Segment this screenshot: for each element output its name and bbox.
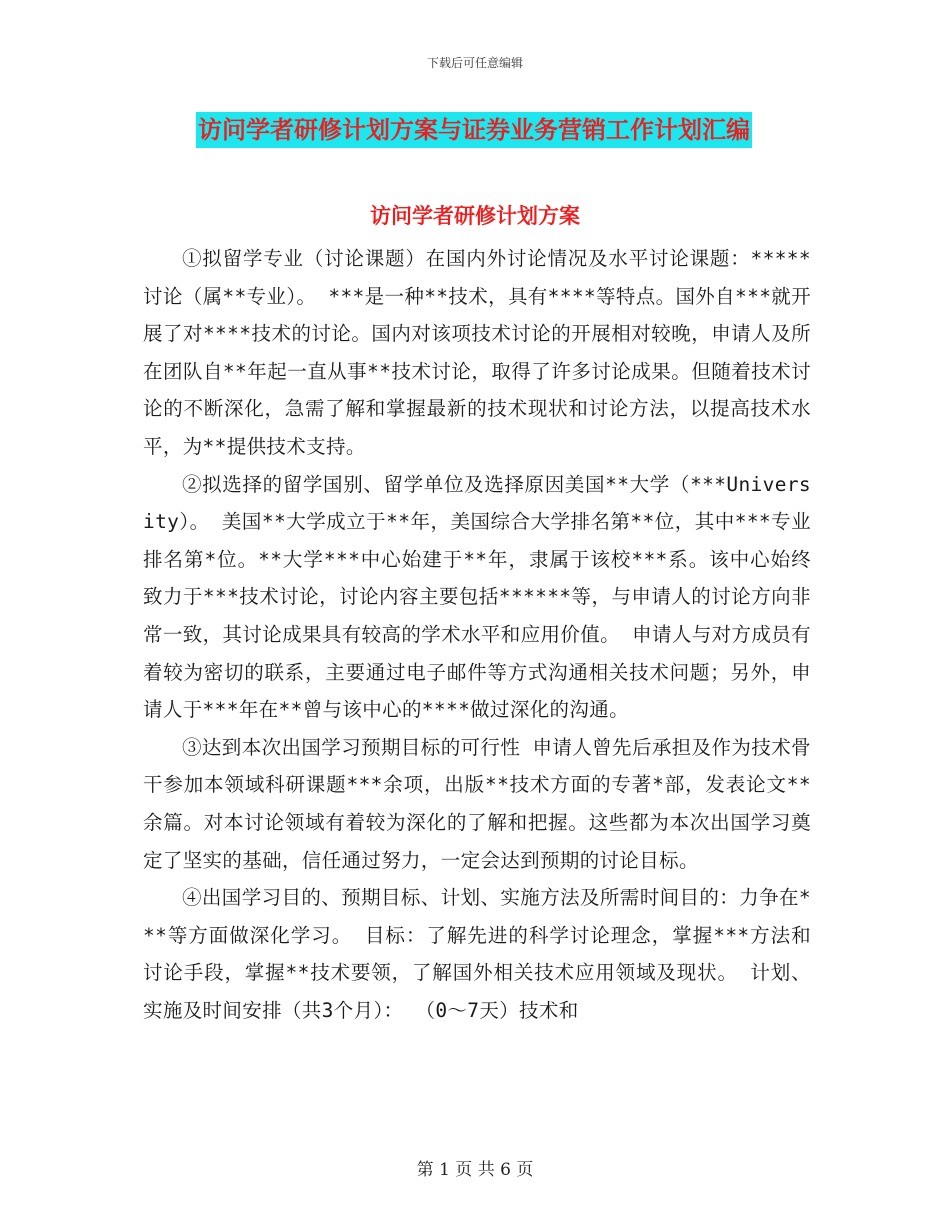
paragraph-3: ③达到本次出国学习预期目标的可行性 申请人曾先后承担及作为技术骨干参加本领域科研课题***余项，出版**技术方面的专著*部，发表论文**余篇。对本讨论领域有着较为深化的了解和把握。这些都为本次出国学习奠定了坚实的基础，信任通过努力，一定会达到预期的讨论目标。 [143, 735, 811, 872]
page-footer: 第 1 页 共 6 页 [416, 1160, 534, 1180]
paragraph-4: ④出国学习目的、预期目标、计划、实施方法及所需时间目的：力争在***等方面做深化学习。 目标：了解先进的科学讨论理念，掌握***方法和讨论手段，掌握**技术要领，了解国外相关技术应用领域及现状。 计划、实施及时间安排（共3个月）： （0～7天）技术和 [143, 886, 811, 1022]
body-text [143, 240, 811, 1029]
paragraph-1: ①拟留学专业（讨论课题）在国内外讨论情况及水平讨论课题：*****讨论（属**专业）。 ***是一种**技术，具有****等特点。国外自***就开展了对****技术的讨论。国内对该项技术讨论的开展相对较晚，申请人及所在团队自**年起一直从事**技术讨论，取得了许多讨论成果。但随着技术讨论的不断深化，急需了解和掌握最新的技术现状和讨论方法，以提高技术水平，为**提供技术支持。 [143, 247, 811, 458]
page-header-note: 下载后可任意编辑 [426, 56, 523, 70]
paragraph-2: ②拟选择的留学国别、留学单位及选择原因美国**大学（***University）。 美国**大学成立于**年，美国综合大学排名第**位，其中***专业排名第*位。**大学***中心始建于**年，隶属于该校***系。该中心始终致力于***技术讨论，讨论内容主要包括******等，与申请人的讨论方向非常一致，其讨论成果具有较高的学术水平和应用价值。 申请人与对方成员有着较为密切的联系，主要通过电子邮件等方式沟通相关技术问题；另外，申请人于***年在**曾与该中心的****做过深化的沟通。 [143, 472, 811, 722]
document-title: 访问学者研修计划方案与证券业务营销工作计划汇编 [196, 112, 752, 148]
section-title: 访问学者研修计划方案 [370, 203, 580, 228]
